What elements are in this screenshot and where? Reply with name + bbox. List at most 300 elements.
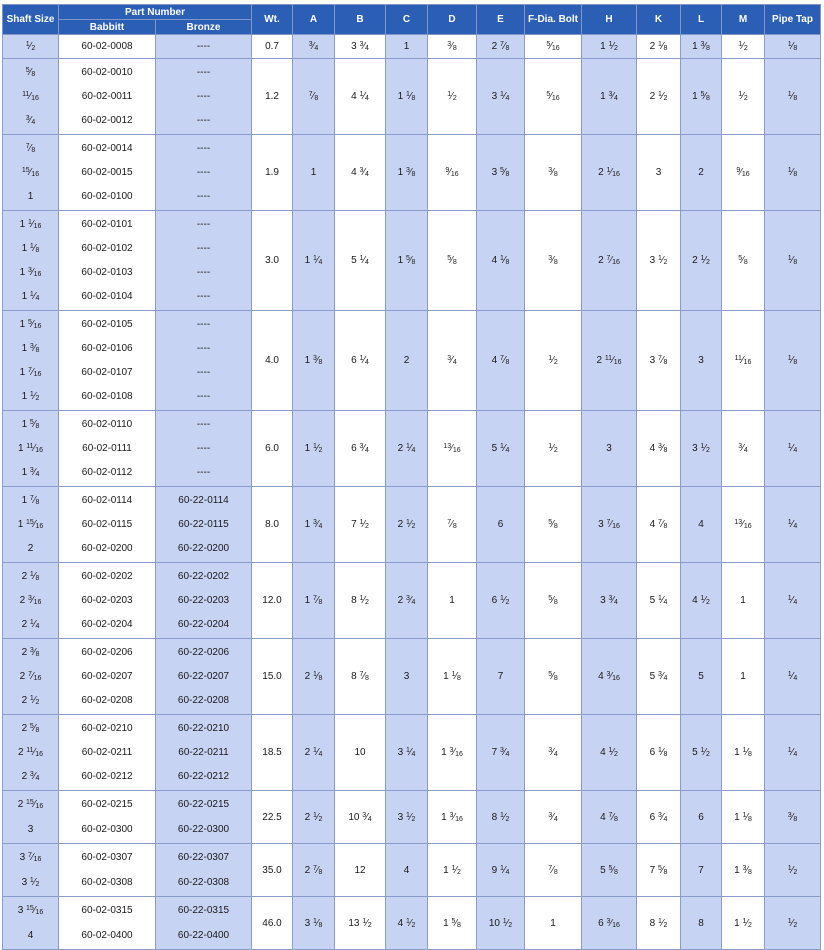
bronze-cell-line: ---- (196, 442, 211, 454)
shaft-size-cell-line: 2 $^5⁄_8$ (21, 722, 40, 734)
babbitt-cell (59, 844, 156, 897)
f-dia-bolt-cell: $^1⁄_2$ (525, 311, 582, 411)
k-cell: 7 $^5⁄_8$ (637, 844, 681, 897)
c-cell: 4 $^1⁄_2$ (386, 897, 428, 950)
header-b: B (335, 5, 386, 35)
e-cell: 6 $^1⁄_2$ (477, 563, 525, 639)
bronze-cell-line: 60-22-0210 (177, 722, 230, 734)
bronze-cell-line: 60-22-0400 (177, 930, 230, 941)
f-dia-bolt-cell: $^1⁄_2$ (525, 411, 582, 487)
shaft-size-cell-line: 3 $^7⁄_{16}$ (19, 852, 42, 863)
k-cell: 5 $^3⁄_4$ (637, 639, 681, 715)
header-wt: Wt. (252, 5, 293, 35)
f-dia-bolt-cell: $^3⁄_8$ (525, 135, 582, 211)
wt-cell: 35.0 (252, 844, 293, 897)
shaft-size-cell-line: $^1⁄_2$ (25, 41, 36, 52)
babbitt-cell-line: 60-02-0212 (81, 771, 133, 783)
pipe-tap-cell: $^1⁄_8$ (765, 211, 821, 311)
bronze-cell-line: ---- (196, 90, 211, 102)
shaft-size-cell-line: 2 $^{15}⁄_{16}$ (17, 799, 44, 810)
k-cell: 6 $^1⁄_8$ (637, 715, 681, 791)
bronze-cell-line: 60-22-0115 (178, 518, 229, 530)
bronze-cell-line: ---- (196, 242, 211, 254)
h-cell: 3 $^3⁄_4$ (582, 563, 637, 639)
m-cell: 1 (722, 563, 765, 639)
c-cell: 4 (386, 844, 428, 897)
a-cell: 1 $^3⁄_8$ (293, 311, 335, 411)
table-body (3, 35, 821, 950)
wt-cell: 22.5 (252, 791, 293, 844)
bronze-cell (156, 487, 252, 563)
f-dia-bolt-cell: 1 (525, 897, 582, 950)
h-cell: 3 $^7⁄_{16}$ (582, 487, 637, 563)
b-cell: 10 $^3⁄_4$ (335, 791, 386, 844)
d-cell: 1 $^3⁄_{16}$ (428, 791, 477, 844)
f-dia-bolt-cell: $^3⁄_4$ (525, 791, 582, 844)
pipe-tap-cell: $^3⁄_8$ (765, 791, 821, 844)
header-k: K (637, 5, 681, 35)
babbitt-cell-line: 60-02-0111 (82, 442, 132, 454)
shaft-size-cell-line: 4 (27, 930, 34, 941)
f-dia-bolt-cell: $^7⁄_8$ (525, 844, 582, 897)
e-cell: 6 (477, 487, 525, 563)
c-cell: 3 (386, 639, 428, 715)
pipe-tap-cell: $^1⁄_2$ (765, 897, 821, 950)
b-cell: 4 $^1⁄_4$ (335, 59, 386, 135)
shaft-size-cell-line: 1 $^7⁄_{16}$ (19, 367, 42, 379)
babbitt-cell-line: 60-02-0107 (81, 367, 133, 379)
d-cell: $^3⁄_8$ (428, 35, 477, 59)
k-cell: 4 $^3⁄_8$ (637, 411, 681, 487)
k-cell: 3 (637, 135, 681, 211)
f-dia-bolt-cell: $^3⁄_4$ (525, 715, 582, 791)
d-cell: 1 $^5⁄_8$ (428, 897, 477, 950)
table-row (3, 411, 821, 487)
pipe-tap-cell: $^1⁄_8$ (765, 59, 821, 135)
table-row (3, 211, 821, 311)
wt-cell: 12.0 (252, 563, 293, 639)
table-row (3, 791, 821, 844)
header-bronze: Bronze (156, 20, 252, 35)
header-m: M (722, 5, 765, 35)
bronze-cell-line: ---- (196, 342, 211, 354)
c-cell: 1 $^3⁄_8$ (386, 135, 428, 211)
e-cell: 5 $^1⁄_4$ (477, 411, 525, 487)
shaft-size-cell-line: 1 $^3⁄_8$ (21, 342, 40, 354)
table-row (3, 897, 821, 950)
m-cell: 1 $^1⁄_8$ (722, 791, 765, 844)
wt-cell: 1.2 (252, 59, 293, 135)
babbitt-cell-line: 60-02-0103 (81, 267, 133, 279)
table-row (3, 639, 821, 715)
k-cell: 8 $^1⁄_2$ (637, 897, 681, 950)
e-cell: 3 $^5⁄_8$ (477, 135, 525, 211)
babbitt-cell-line: 60-02-0202 (81, 570, 133, 582)
k-cell: 5 $^1⁄_4$ (637, 563, 681, 639)
bronze-cell-line: ---- (196, 367, 211, 379)
wt-cell: 6.0 (252, 411, 293, 487)
h-cell: 4 $^1⁄_2$ (582, 715, 637, 791)
bronze-cell (156, 35, 252, 59)
babbitt-cell-line: 60-02-0115 (81, 518, 133, 530)
shaft-size-cell-line: 2 $^1⁄_2$ (21, 695, 40, 707)
shaft-size-cell (3, 59, 59, 135)
wt-cell: 4.0 (252, 311, 293, 411)
m-cell: 1 $^1⁄_8$ (722, 715, 765, 791)
h-cell: 3 (582, 411, 637, 487)
pipe-tap-cell: $^1⁄_4$ (765, 487, 821, 563)
a-cell: 2 $^7⁄_8$ (293, 844, 335, 897)
shaft-size-cell (3, 487, 59, 563)
babbitt-cell-line: 60-02-0215 (81, 799, 133, 810)
pipe-tap-cell: $^1⁄_4$ (765, 563, 821, 639)
shaft-size-cell (3, 844, 59, 897)
d-cell: 1 $^1⁄_2$ (428, 844, 477, 897)
table-row (3, 844, 821, 897)
f-dia-bolt-cell: $^5⁄_{16}$ (525, 59, 582, 135)
babbitt-cell-line: 60-02-0110 (81, 418, 133, 430)
header-a: A (293, 5, 335, 35)
pipe-tap-cell: $^1⁄_4$ (765, 715, 821, 791)
f-dia-bolt-cell: $^5⁄_8$ (525, 639, 582, 715)
pipe-tap-cell: $^1⁄_8$ (765, 35, 821, 59)
l-cell: 8 (681, 897, 722, 950)
bronze-cell-line: ---- (196, 391, 211, 403)
table-row (3, 487, 821, 563)
bronze-cell-line: ---- (196, 418, 211, 430)
l-cell: 4 $^1⁄_2$ (681, 563, 722, 639)
pipe-tap-cell: $^1⁄_4$ (765, 639, 821, 715)
b-cell: 6 $^1⁄_4$ (335, 311, 386, 411)
shaft-size-cell-line: $^5⁄_8$ (25, 66, 36, 78)
babbitt-cell (59, 311, 156, 411)
wt-cell: 0.7 (252, 35, 293, 59)
b-cell: 8 $^7⁄_8$ (335, 639, 386, 715)
table-row (3, 311, 821, 411)
bronze-cell (156, 135, 252, 211)
bronze-cell-line: 60-22-0200 (177, 543, 230, 555)
a-cell: 3 $^1⁄_8$ (293, 897, 335, 950)
babbitt-cell-line: 60-02-0100 (81, 191, 133, 203)
bronze-cell-line: ---- (196, 66, 211, 78)
shaft-size-cell-line: $^{11}⁄_{16}$ (22, 90, 39, 102)
shaft-size-cell (3, 311, 59, 411)
bronze-cell-line: 60-22-0114 (178, 494, 229, 506)
bronze-cell-line: ---- (196, 191, 211, 203)
k-cell: 6 $^3⁄_4$ (637, 791, 681, 844)
b-cell: 6 $^3⁄_4$ (335, 411, 386, 487)
shaft-size-cell-line: 3 (27, 824, 34, 835)
shaft-size-cell-line: 3 $^1⁄_2$ (21, 877, 40, 888)
c-cell: 3 $^1⁄_4$ (386, 715, 428, 791)
c-cell: 1 (386, 35, 428, 59)
babbitt-cell-line: 60-02-0008 (81, 41, 133, 52)
babbitt-cell (59, 639, 156, 715)
l-cell: 4 (681, 487, 722, 563)
wt-cell: 3.0 (252, 211, 293, 311)
shaft-size-cell-line: 1 $^7⁄_8$ (21, 494, 40, 506)
header-shaft-size: Shaft Size (3, 5, 59, 35)
bronze-cell (156, 715, 252, 791)
table-row (3, 59, 821, 135)
bronze-cell (156, 411, 252, 487)
a-cell: 1 $^1⁄_2$ (293, 411, 335, 487)
d-cell: $^5⁄_8$ (428, 211, 477, 311)
babbitt-cell-line: 60-02-0012 (81, 115, 133, 127)
bronze-cell-line: ---- (196, 41, 211, 52)
babbitt-cell (59, 487, 156, 563)
bronze-cell-line: 60-22-0215 (177, 799, 230, 810)
shaft-size-cell-line: 2 $^{11}⁄_{16}$ (17, 746, 44, 758)
h-cell: 4 $^3⁄_{16}$ (582, 639, 637, 715)
e-cell: 3 $^1⁄_4$ (477, 59, 525, 135)
d-cell: 1 $^3⁄_{16}$ (428, 715, 477, 791)
h-cell: 2 $^7⁄_{16}$ (582, 211, 637, 311)
babbitt-cell (59, 211, 156, 311)
table-row (3, 563, 821, 639)
wt-cell: 46.0 (252, 897, 293, 950)
shaft-size-cell-line: 1 $^3⁄_{16}$ (19, 267, 42, 279)
shaft-size-cell (3, 135, 59, 211)
bronze-cell-line: 60-22-0206 (177, 646, 230, 658)
pipe-tap-cell: $^1⁄_8$ (765, 135, 821, 211)
wt-cell: 15.0 (252, 639, 293, 715)
c-cell: 3 $^1⁄_2$ (386, 791, 428, 844)
m-cell: $^1⁄_2$ (722, 35, 765, 59)
shaft-size-cell-line: 2 $^3⁄_{16}$ (19, 594, 42, 606)
k-cell: 3 $^7⁄_8$ (637, 311, 681, 411)
b-cell: 7 $^1⁄_2$ (335, 487, 386, 563)
babbitt-cell-line: 60-02-0203 (81, 594, 133, 606)
bronze-cell-line: ---- (196, 291, 211, 303)
shaft-size-cell-line: 1 $^{15}⁄_{16}$ (17, 518, 44, 530)
babbitt-cell-line: 60-02-0101 (81, 218, 133, 230)
babbitt-cell (59, 59, 156, 135)
a-cell: $^3⁄_4$ (293, 35, 335, 59)
h-cell: 4 $^7⁄_8$ (582, 791, 637, 844)
table-row (3, 135, 821, 211)
babbitt-cell-line: 60-02-0211 (81, 746, 133, 758)
bronze-cell-line: ---- (196, 467, 211, 479)
shaft-size-cell-line: 1 $^3⁄_4$ (21, 467, 40, 479)
shaft-size-cell-line: 1 $^1⁄_{16}$ (19, 218, 42, 230)
c-cell: 1 $^1⁄_8$ (386, 59, 428, 135)
a-cell: 1 $^7⁄_8$ (293, 563, 335, 639)
babbitt-cell-line: 60-02-0308 (81, 877, 133, 888)
m-cell: $^1⁄_2$ (722, 59, 765, 135)
babbitt-cell-line: 60-02-0400 (81, 930, 133, 941)
m-cell: 1 $^1⁄_2$ (722, 897, 765, 950)
bronze-cell (156, 639, 252, 715)
shaft-size-cell-line: 2 $^3⁄_4$ (21, 771, 40, 783)
bronze-cell-line: 60-22-0207 (177, 670, 230, 682)
m-cell: 1 $^3⁄_8$ (722, 844, 765, 897)
header-babbitt: Babbitt (59, 20, 156, 35)
bronze-cell-line: ---- (196, 218, 211, 230)
l-cell: 3 $^1⁄_2$ (681, 411, 722, 487)
header-part-number: Part Number (59, 5, 252, 20)
babbitt-cell-line: 60-02-0015 (81, 166, 133, 178)
shaft-size-cell-line: 1 $^{11}⁄_{16}$ (17, 442, 44, 454)
babbitt-cell-line: 60-02-0210 (81, 722, 133, 734)
f-dia-bolt-cell: $^3⁄_8$ (525, 211, 582, 311)
a-cell: 2 $^1⁄_4$ (293, 715, 335, 791)
l-cell: 1 $^5⁄_8$ (681, 59, 722, 135)
bronze-cell-line: ---- (196, 115, 211, 127)
bronze-cell-line: 60-22-0308 (177, 877, 230, 888)
d-cell: $^1⁄_2$ (428, 59, 477, 135)
pipe-tap-cell: $^1⁄_2$ (765, 844, 821, 897)
m-cell: 1 (722, 639, 765, 715)
a-cell: 1 $^3⁄_4$ (293, 487, 335, 563)
babbitt-cell-line: 60-02-0108 (81, 391, 133, 403)
babbitt-cell-line: 60-02-0208 (81, 695, 133, 707)
h-cell: 1 $^3⁄_4$ (582, 59, 637, 135)
h-cell: 2 $^1⁄_{16}$ (582, 135, 637, 211)
babbitt-cell-line: 60-02-0200 (81, 543, 133, 555)
bronze-cell-line: ---- (196, 166, 211, 178)
f-dia-bolt-cell: $^5⁄_8$ (525, 563, 582, 639)
b-cell: 5 $^1⁄_4$ (335, 211, 386, 311)
bronze-cell-line: 60-22-0307 (177, 852, 230, 863)
a-cell: 1 $^1⁄_4$ (293, 211, 335, 311)
b-cell: 8 $^1⁄_2$ (335, 563, 386, 639)
l-cell: 5 $^1⁄_2$ (681, 715, 722, 791)
shaft-size-cell (3, 791, 59, 844)
l-cell: 6 (681, 791, 722, 844)
shaft-size-cell (3, 715, 59, 791)
bronze-cell (156, 897, 252, 950)
b-cell: 13 $^1⁄_2$ (335, 897, 386, 950)
bronze-cell-line: ---- (196, 267, 211, 279)
bronze-cell-line: 60-22-0204 (177, 619, 230, 631)
k-cell: 2 $^1⁄_8$ (637, 35, 681, 59)
shaft-size-cell (3, 35, 59, 59)
l-cell: 5 (681, 639, 722, 715)
bronze-cell (156, 791, 252, 844)
e-cell: 4 $^7⁄_8$ (477, 311, 525, 411)
h-cell: 6 $^3⁄_{16}$ (582, 897, 637, 950)
babbitt-cell-line: 60-02-0206 (81, 646, 133, 658)
h-cell: 1 $^1⁄_2$ (582, 35, 637, 59)
header-pipe-tap: Pipe Tap (765, 5, 821, 35)
table-row (3, 715, 821, 791)
header-d: D (428, 5, 477, 35)
a-cell: 2 $^1⁄_2$ (293, 791, 335, 844)
babbitt-cell-line: 60-02-0010 (81, 66, 133, 78)
c-cell: 2 $^1⁄_4$ (386, 411, 428, 487)
wt-cell: 18.5 (252, 715, 293, 791)
shaft-size-cell-line: 1 $^5⁄_{16}$ (19, 318, 42, 330)
shaft-size-cell-line: 2 $^3⁄_8$ (21, 646, 40, 658)
e-cell: 8 $^1⁄_2$ (477, 791, 525, 844)
shaft-size-cell-line: $^3⁄_4$ (25, 115, 36, 127)
d-cell: $^9⁄_{16}$ (428, 135, 477, 211)
d-cell: 1 $^1⁄_8$ (428, 639, 477, 715)
shaft-size-cell-line: 2 $^1⁄_4$ (21, 619, 40, 631)
wt-cell: 1.9 (252, 135, 293, 211)
b-cell: 4 $^3⁄_4$ (335, 135, 386, 211)
babbitt-cell-line: 60-02-0207 (81, 670, 133, 682)
babbitt-cell (59, 563, 156, 639)
header-e: E (477, 5, 525, 35)
babbitt-cell (59, 897, 156, 950)
table-row (3, 35, 821, 59)
shaft-size-cell-line: $^{15}⁄_{16}$ (21, 166, 40, 178)
bronze-cell-line: 60-22-0211 (178, 746, 229, 758)
l-cell: 1 $^3⁄_8$ (681, 35, 722, 59)
c-cell: 1 $^5⁄_8$ (386, 211, 428, 311)
shaft-size-cell-line: 1 $^5⁄_8$ (21, 418, 40, 430)
m-cell: $^9⁄_{16}$ (722, 135, 765, 211)
h-cell: 5 $^5⁄_8$ (582, 844, 637, 897)
h-cell: 2 $^{11}⁄_{16}$ (582, 311, 637, 411)
babbitt-cell-line: 60-02-0105 (81, 318, 133, 330)
d-cell: 1 (428, 563, 477, 639)
bronze-cell-line: 60-22-0203 (177, 594, 230, 606)
bronze-cell (156, 59, 252, 135)
f-dia-bolt-cell: $^5⁄_{16}$ (525, 35, 582, 59)
l-cell: 2 $^1⁄_2$ (681, 211, 722, 311)
babbitt-cell-line: 60-02-0300 (81, 824, 133, 835)
d-cell: $^{13}⁄_{16}$ (428, 411, 477, 487)
babbitt-cell-line: 60-02-0204 (81, 619, 133, 631)
shaft-size-cell-line: 2 $^1⁄_8$ (21, 570, 40, 582)
b-cell: 12 (335, 844, 386, 897)
d-cell: $^7⁄_8$ (428, 487, 477, 563)
babbitt-cell (59, 35, 156, 59)
shaft-size-cell-line: 1 $^1⁄_4$ (21, 291, 40, 303)
pipe-tap-cell: $^1⁄_4$ (765, 411, 821, 487)
babbitt-cell-line: 60-02-0315 (81, 905, 133, 916)
k-cell: 3 $^1⁄_2$ (637, 211, 681, 311)
babbitt-cell (59, 791, 156, 844)
shaft-size-cell-line: 3 $^{15}⁄_{16}$ (17, 905, 44, 916)
a-cell: 1 (293, 135, 335, 211)
e-cell: 10 $^1⁄_2$ (477, 897, 525, 950)
e-cell: 7 (477, 639, 525, 715)
header-l: L (681, 5, 722, 35)
shaft-size-cell (3, 563, 59, 639)
babbitt-cell-line: 60-02-0014 (81, 142, 133, 154)
babbitt-cell (59, 411, 156, 487)
bearing-spec-table (2, 4, 821, 950)
shaft-size-cell-line: 1 (27, 191, 34, 203)
bronze-cell-line: ---- (196, 142, 211, 154)
babbitt-cell (59, 135, 156, 211)
babbitt-cell-line: 60-02-0307 (81, 852, 133, 863)
bronze-cell (156, 311, 252, 411)
bronze-cell-line: 60-22-0212 (177, 771, 230, 783)
shaft-size-cell (3, 411, 59, 487)
a-cell: $^7⁄_8$ (293, 59, 335, 135)
m-cell: $^{13}⁄_{16}$ (722, 487, 765, 563)
shaft-size-cell (3, 639, 59, 715)
bronze-cell-line: 60-22-0208 (177, 695, 230, 707)
shaft-size-cell-line: $^7⁄_8$ (25, 142, 36, 154)
d-cell: $^3⁄_4$ (428, 311, 477, 411)
k-cell: 2 $^1⁄_2$ (637, 59, 681, 135)
shaft-size-cell-line: 1 $^1⁄_8$ (21, 242, 40, 254)
header-h: H (582, 5, 637, 35)
bronze-cell-line: 60-22-0300 (177, 824, 230, 835)
e-cell: 7 $^3⁄_4$ (477, 715, 525, 791)
c-cell: 2 (386, 311, 428, 411)
pipe-tap-cell: $^1⁄_8$ (765, 311, 821, 411)
l-cell: 7 (681, 844, 722, 897)
m-cell: $^3⁄_4$ (722, 411, 765, 487)
bronze-cell (156, 563, 252, 639)
